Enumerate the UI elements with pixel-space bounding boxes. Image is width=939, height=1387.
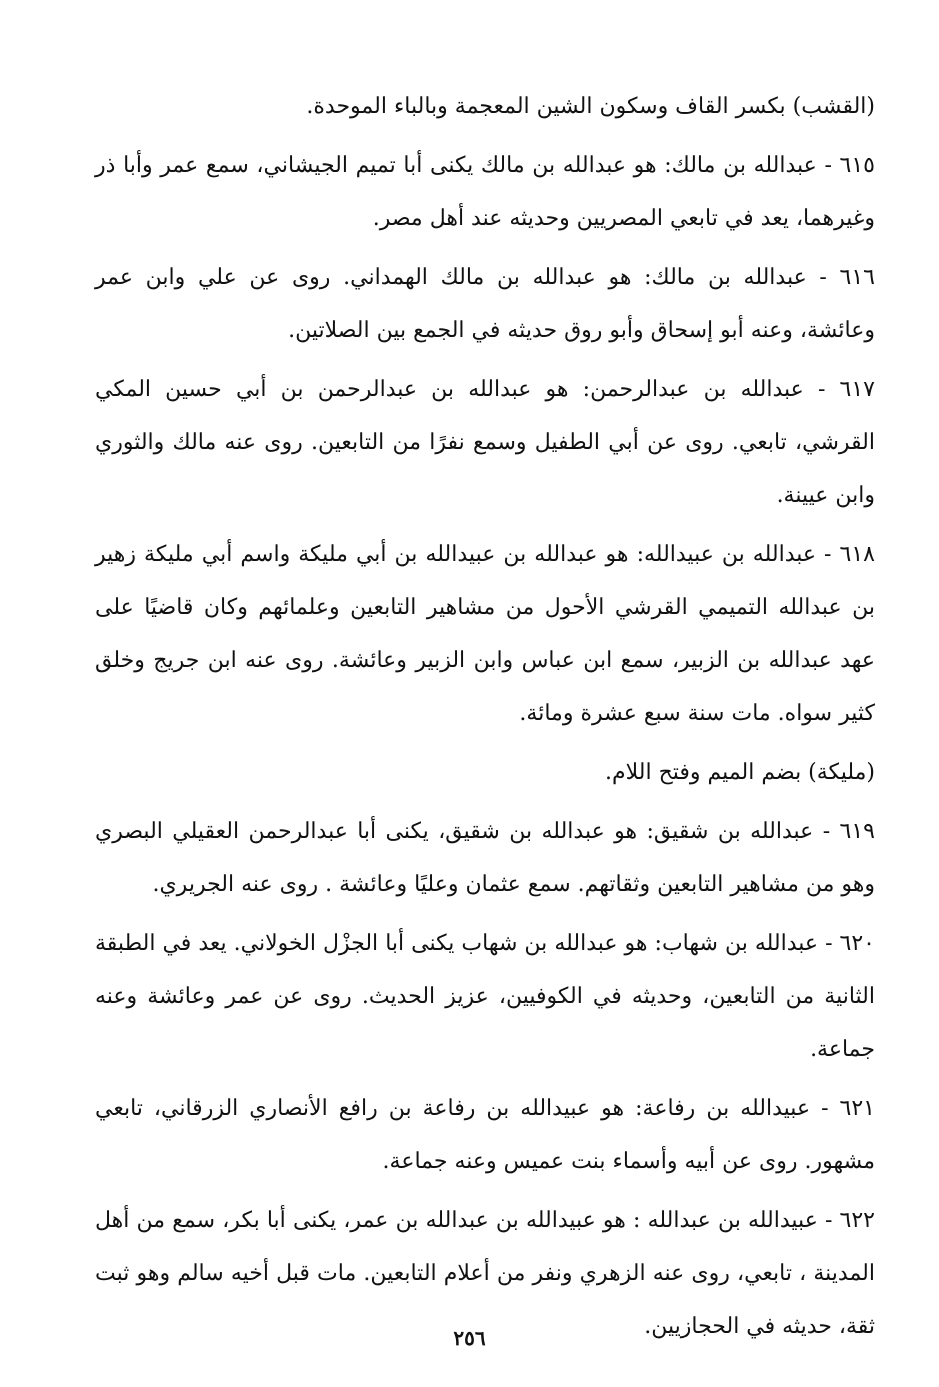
entry-620: ٦٢٠ - عبدالله بن شهاب: هو عبدالله بن شهاب يكنى أبا الجزْل الخولاني. يعد في الطبقة الثانية من التابعين، وحديثه في الكوفيين، عزيز الحديث. روى عن عمر وعائشة وعنه جماعة. [95, 931, 875, 1062]
page-number: ٢٥٦ [453, 1326, 486, 1350]
entry-622: ٦٢٢ - عبيدالله بن عبدالله : هو عبيدالله بن عبدالله بن عمر، يكنى أبا بكر، سمع من أهل المدينة ، تابعي، روى عنه الزهري ونفر من أعلام التابعين. مات قبل أخيه سالم وهو ثبت ثقة، حديثه في الحجازيين. [95, 1208, 875, 1339]
note-mulayka: (مليكة) بضم الميم وفتح اللام. [605, 760, 875, 785]
entry-618: ٦١٨ - عبدالله بن عبيدالله: هو عبدالله بن عبيدالله بن أبي مليكة واسم أبي مليكة زهير بن عبدالله التميمي القرشي الأحول من مشاهير التابعين وعلمائهم وكان قاضيًا على عهد عبدالله بن الزبير، سمع ابن عباس وابن الزبير وعائشة. روى عنه ابن جريج وخلق كثير سواه. مات سنة سبع عشرة ومائة. [95, 542, 875, 726]
entry-616: ٦١٦ - عبدالله بن مالك: هو عبدالله بن مالك الهمداني. روى عن علي وابن عمر وعائشة، وعنه أبو إسحاق وأبو روق حديثه في الجمع بين الصلاتين. [95, 265, 875, 343]
entry-617: ٦١٧ - عبدالله بن عبدالرحمن: هو عبدالله بن عبدالرحمن بن أبي حسين المكي القرشي، تابعي. روى عن أبي الطفيل وسمع نفرًا من التابعين. روى عنه مالك والثوري وابن عيينة. [95, 377, 875, 508]
entry-621: ٦٢١ - عبيدالله بن رفاعة: هو عبيدالله بن رفاعة بن رافع الأنصاري الزرقاني، تابعي مشهور. روى عن أبيه وأسماء بنت عميس وعنه جماعة. [95, 1096, 875, 1174]
entry-619: ٦١٩ - عبدالله بن شقيق: هو عبدالله بن شقيق، يكنى أبا عبدالرحمن العقيلي البصري وهو من مشاهير التابعين وثقاتهم. سمع عثمان وعليًا وعائشة . روى عنه الجريري. [95, 819, 875, 897]
note-qashb: (القشب) بكسر القاف وسكون الشين المعجمة وبالباء الموحدة. [306, 94, 875, 119]
page-body [95, 80, 875, 1359]
entry-615: ٦١٥ - عبدالله بن مالك: هو عبدالله بن مالك يكنى أبا تميم الجيشاني، سمع عمر وأبا ذر وغيرهما، يعد في تابعي المصريين وحديثه عند أهل مصر. [95, 153, 875, 231]
